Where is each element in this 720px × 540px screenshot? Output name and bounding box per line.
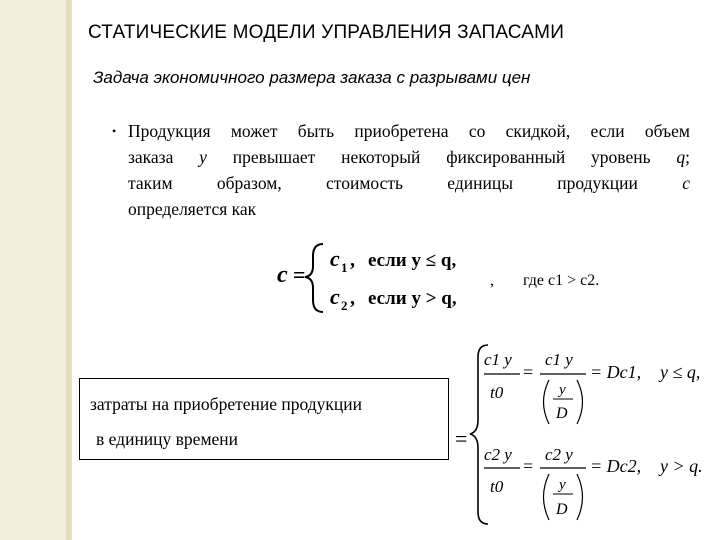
r1-cond: y ≤ q,: [660, 362, 701, 382]
r2-num: c2 y: [484, 445, 512, 464]
para-text: таким образом, стоимость единицы продукции: [128, 173, 683, 193]
r2-inner-num: y: [559, 477, 566, 493]
box-line-1: затраты на приобретение продукции: [90, 394, 362, 414]
formula1-lhs: c: [277, 262, 288, 288]
formula2-brace: [470, 345, 488, 524]
r2-right-paren: [577, 474, 583, 520]
formula1-c1: c: [330, 246, 340, 271]
formula1-note: где c1 > c2.: [523, 272, 600, 289]
formula1-comma: ,: [350, 249, 355, 271]
r2-den: t0: [490, 477, 504, 496]
formula1-equals: =: [293, 262, 306, 287]
r1-num: c1 y: [484, 350, 512, 369]
var-c: c: [682, 173, 690, 193]
formula1-cond2: если y > q,: [368, 288, 457, 309]
formula1-cond1: если y ≤ q,: [368, 250, 457, 271]
slide-title: СТАТИЧЕСКИЕ МОДЕЛИ УПРАВЛЕНИЯ ЗАПАСАМИ: [88, 22, 565, 43]
r2-cond: y > q.: [660, 456, 703, 476]
r1-equals: =: [523, 362, 534, 382]
bullet-marker: •: [112, 124, 117, 138]
r2-result: = Dc2,: [590, 456, 642, 476]
r1-num2: c1 y: [545, 350, 573, 369]
r2-inner-den: D: [556, 501, 568, 518]
formula1-comma: ,: [350, 287, 355, 309]
r2-num2: c2 y: [545, 445, 573, 464]
formula1-trailing-comma: ,: [490, 272, 494, 289]
para-text: превышает некоторый фиксированный уровень: [206, 147, 677, 167]
formula1-c2-sub: 2: [341, 298, 348, 313]
r1-inner-num: y: [559, 382, 566, 398]
para-line-1: Продукция может быть приобретена со скидкой, если объем: [128, 121, 690, 141]
box-line-2: в единицу времени: [96, 429, 239, 449]
var-y: y: [199, 147, 207, 167]
para-line-4: определяется как: [128, 199, 257, 219]
formula2-equals: =: [455, 426, 468, 451]
r2-equals: =: [523, 456, 534, 476]
r1-den: t0: [490, 383, 504, 402]
r1-inner-den: D: [556, 405, 568, 422]
formula1-c2: c: [330, 284, 340, 309]
slide-subtitle: Задача экономичного размера заказа с разрывами цен: [93, 68, 531, 87]
para-text: ;: [685, 147, 690, 167]
r1-right-paren: [577, 380, 583, 424]
r2-left-paren: [544, 474, 550, 520]
var-q: q: [676, 147, 686, 167]
r1-result: = Dc1,: [590, 362, 642, 382]
r1-left-paren: [544, 380, 550, 424]
formula1-c1-sub: 1: [341, 260, 348, 275]
para-text: заказа: [128, 147, 200, 167]
